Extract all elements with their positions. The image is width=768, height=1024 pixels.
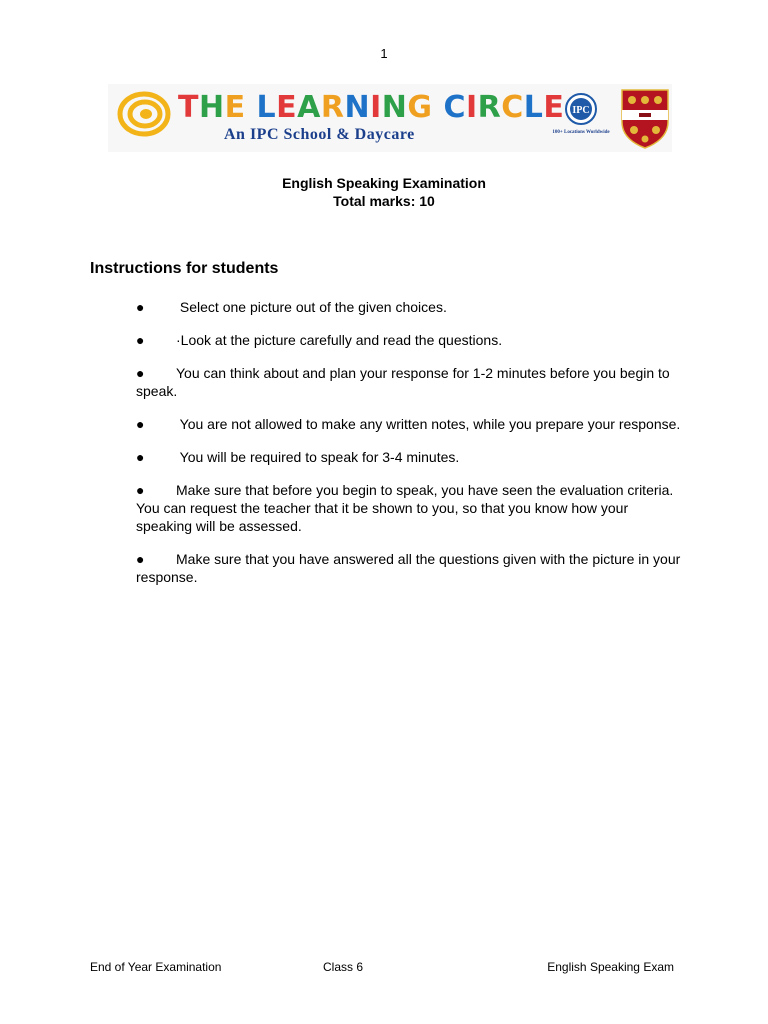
instruction-item <box>136 550 681 586</box>
brand-title-letter: I <box>465 90 478 125</box>
instruction-text: Make sure that before you begin to speak, you have seen the evaluation criteria. You can request the teacher that it be shown to you, so that you know how your speaking will be assessed. <box>136 482 674 534</box>
brand-title-letter: H <box>198 90 225 125</box>
instruction-item <box>136 415 681 433</box>
ipc-badge-text: IPC <box>572 105 590 116</box>
bullet-icon: ● <box>136 449 145 465</box>
footer-subject: English Speaking Exam <box>547 960 674 974</box>
ipc-badge-caption: 100+ Locations Worldwide <box>552 130 610 135</box>
brand-title-letter: C <box>501 90 524 125</box>
brand-title-letter: E <box>224 90 246 125</box>
exam-title: English Speaking Examination <box>282 175 486 191</box>
instruction-text: Make sure that you have answered all the questions given with the picture in your response. <box>136 551 681 585</box>
instruction-item <box>136 364 681 400</box>
instruction-text: ·Look at the picture carefully and read the questions. <box>176 332 503 348</box>
brand-title-letter: L <box>256 90 277 125</box>
brand-title-letter: L <box>523 90 544 125</box>
brand-subtitle: An IPC School & Daycare <box>224 126 415 143</box>
brand-title-letter <box>433 90 444 126</box>
brand-title-letter: N <box>381 90 408 125</box>
brand-title <box>178 90 564 126</box>
ipc-badge-icon <box>552 92 610 142</box>
page-number: 1 <box>380 46 388 61</box>
brand-title-letter: E <box>276 90 298 125</box>
instruction-item <box>136 448 681 466</box>
bullet-icon: ● <box>136 551 145 567</box>
instruction-text: Select one picture out of the given choices. <box>176 299 447 315</box>
brand-title-letter: I <box>370 90 382 125</box>
bullet-icon: ● <box>136 332 145 348</box>
brand-title-letter: G <box>407 90 433 125</box>
bullet-icon: ● <box>136 299 145 315</box>
instruction-item <box>136 481 681 535</box>
brand-title-letter: R <box>477 90 502 125</box>
brand-title-letter: R <box>320 90 345 125</box>
instruction-text: You are not allowed to make any written notes, while you prepare your response. <box>176 416 681 432</box>
instruction-item <box>136 298 681 316</box>
bullet-icon: ● <box>136 365 145 381</box>
university-crest-icon <box>620 88 670 150</box>
instructions-list <box>136 298 681 601</box>
instruction-item <box>136 331 681 349</box>
footer-exam-name: End of Year Examination <box>90 960 222 974</box>
bullet-icon: ● <box>136 416 145 432</box>
school-banner <box>108 84 672 152</box>
brand-title-letter: T <box>178 90 199 125</box>
bullet-icon: ● <box>136 482 145 498</box>
brand-title-letter: C <box>443 90 466 125</box>
brand-title-letter: E <box>543 90 565 125</box>
swirl-logo-icon <box>118 92 170 136</box>
brand-title-letter: A <box>297 90 321 125</box>
instructions-heading: Instructions for students <box>90 260 279 277</box>
instruction-text: You will be required to speak for 3-4 minutes. <box>176 449 460 465</box>
brand-title-letter: N <box>344 90 371 125</box>
instruction-text: You can think about and plan your response for 1-2 minutes before you begin to speak. <box>136 365 670 399</box>
exam-total-marks: Total marks: 10 <box>333 193 435 209</box>
footer-class: Class 6 <box>323 960 364 974</box>
brand-title-letter <box>246 90 257 126</box>
